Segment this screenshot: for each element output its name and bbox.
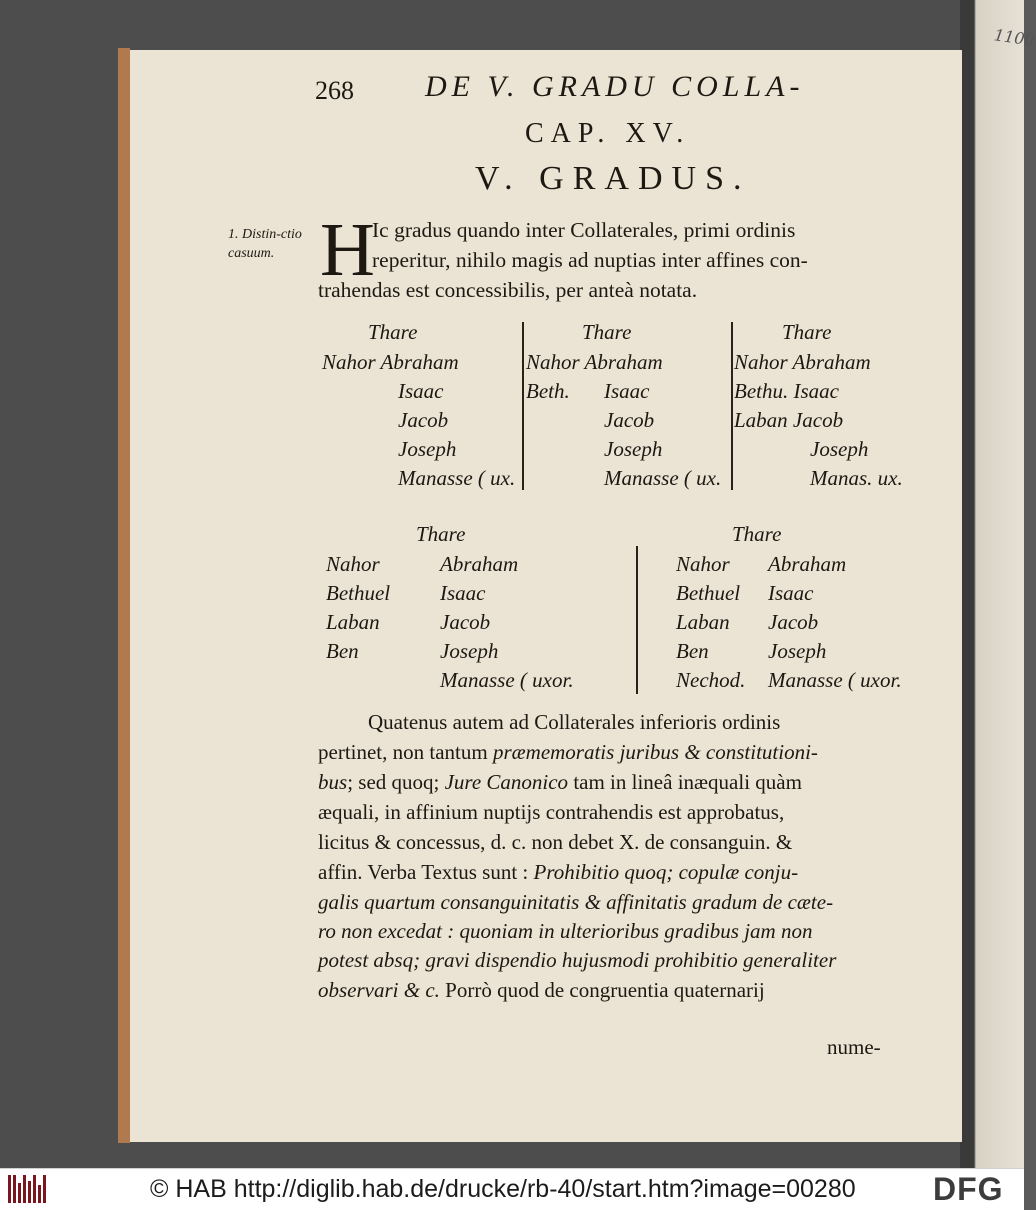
running-title: DE V. GRADU COLLA- <box>425 70 805 103</box>
page-number: 268 <box>315 76 354 105</box>
intro-line-1: Ic gradus quando inter Collaterales, primi ordinis <box>372 218 796 242</box>
body-line-10 <box>318 978 765 1003</box>
body-line-4: æquali, in affinium nuptijs contrahendis est approbatus, <box>318 800 785 824</box>
body-italic: Jure Canonico <box>444 770 569 794</box>
tree-divider <box>731 322 733 490</box>
body-line-8: ro non excedat : quoniam in ulterioribus gradibus jam non <box>318 919 813 943</box>
tree-line: Thare <box>582 320 632 344</box>
tree-line: Jacob <box>440 610 491 634</box>
tree-line: Isaac <box>440 581 486 605</box>
tree-line: Abraham <box>768 552 847 576</box>
tree-line: Nahor <box>676 552 730 576</box>
body-line-5: licitus & concessus, d. c. non debet X. de consanguin. & <box>318 830 793 854</box>
tree-line: Joseph <box>810 437 869 461</box>
tree-line: Isaac <box>398 379 444 403</box>
intro-line-2: reperitur, nihilo magis ad nuptias inter affines con- <box>372 248 808 272</box>
tree-line: Nechod. <box>676 668 746 692</box>
tree-line: Manasse ( uxor. <box>440 668 574 692</box>
tree-line: Nahor Abraham <box>526 350 663 374</box>
tree-line: Beth. <box>526 379 570 403</box>
body-italic: bus <box>318 770 348 794</box>
tree-divider <box>522 322 524 490</box>
tree-line: Manasse ( ux. <box>604 466 722 490</box>
body-line-3 <box>318 770 802 795</box>
tree-line: Nahor Abraham <box>734 350 871 374</box>
tree-line: Laban <box>326 610 380 634</box>
tree-line: Thare <box>368 320 418 344</box>
tree-line: Nahor <box>326 552 380 576</box>
tree-line: Jacob <box>398 408 449 432</box>
body-italic: præmemoratis juribus & constitutioni- <box>492 740 818 764</box>
tree-line: Ben <box>676 639 709 663</box>
tree-line: Nahor Abraham <box>322 350 459 374</box>
margin-note: 1. Distin-ctio casuum. <box>228 227 302 261</box>
viewer-footer <box>0 1168 1024 1210</box>
section-heading: V. GRADUS. <box>475 160 751 197</box>
body-text: pertinet, non tantum <box>318 740 488 764</box>
tree-line: Bethuel <box>326 581 391 605</box>
catchword: nume- <box>827 1035 881 1059</box>
tree-line: Joseph <box>440 639 499 663</box>
body-text: ; sed quoq; <box>347 770 440 794</box>
tree-line: Laban Jacob <box>734 408 844 432</box>
tree-line: Bethuel <box>676 581 741 605</box>
body-text: affin. Verba Textus sunt : <box>318 860 529 884</box>
body-line-2 <box>318 740 818 765</box>
drop-cap: H <box>320 208 375 292</box>
tree-line: Joseph <box>604 437 663 461</box>
chapter-heading: CAP. XV. <box>525 118 691 149</box>
tree-line: Isaac <box>768 581 814 605</box>
body-italic: Prohibitio quoq; copulæ conju- <box>533 860 799 884</box>
tree-line: Ben <box>326 639 359 663</box>
body-line-1: Quatenus autem ad Collaterales inferioris ordinis <box>368 710 781 734</box>
book-page <box>130 50 962 1142</box>
body-line-9: potest absq; gravi dispendio hujusmodi prohibitio generaliter <box>318 948 837 972</box>
tree-line: Thare <box>732 522 782 546</box>
intro-line-3: trahendas est concessibilis, per anteà notata. <box>318 278 698 302</box>
tree-line: Manasse ( uxor. <box>768 668 902 692</box>
hab-barcode-logo-icon <box>8 1175 46 1203</box>
next-page-edge <box>960 0 1024 1168</box>
tree-line: Thare <box>782 320 832 344</box>
tree-line: Joseph <box>768 639 827 663</box>
tree-line: Laban <box>676 610 730 634</box>
body-line-6 <box>318 860 798 885</box>
body-line-7: galis quartum consanguinitatis & affinitatis gradum de cæte- <box>318 890 834 914</box>
body-text: tam in lineâ inæquali quàm <box>573 770 802 794</box>
dfg-logo: DFG <box>933 1171 1004 1207</box>
body-text: Porrò quod de congruentia quaternarij <box>445 978 765 1002</box>
tree-line: Abraham <box>440 552 519 576</box>
tree-line: Bethu. Isaac <box>734 379 839 403</box>
body-italic: observari & c. <box>318 978 440 1002</box>
tree-line: Manasse ( ux. <box>398 466 516 490</box>
tree-line: Jacob <box>604 408 655 432</box>
previous-page-edge <box>118 48 130 1143</box>
tree-line: Isaac <box>604 379 650 403</box>
next-page-fragment: 1100 <box>992 25 1036 50</box>
tree-line: Manas. ux. <box>810 466 903 490</box>
tree-divider <box>636 546 638 694</box>
tree-line: Jacob <box>768 610 819 634</box>
copyright-link[interactable]: © HAB http://diglib.hab.de/drucke/rb-40/start.htm?image=00280 <box>150 1175 856 1203</box>
tree-line: Thare <box>416 522 466 546</box>
tree-line: Joseph <box>398 437 457 461</box>
